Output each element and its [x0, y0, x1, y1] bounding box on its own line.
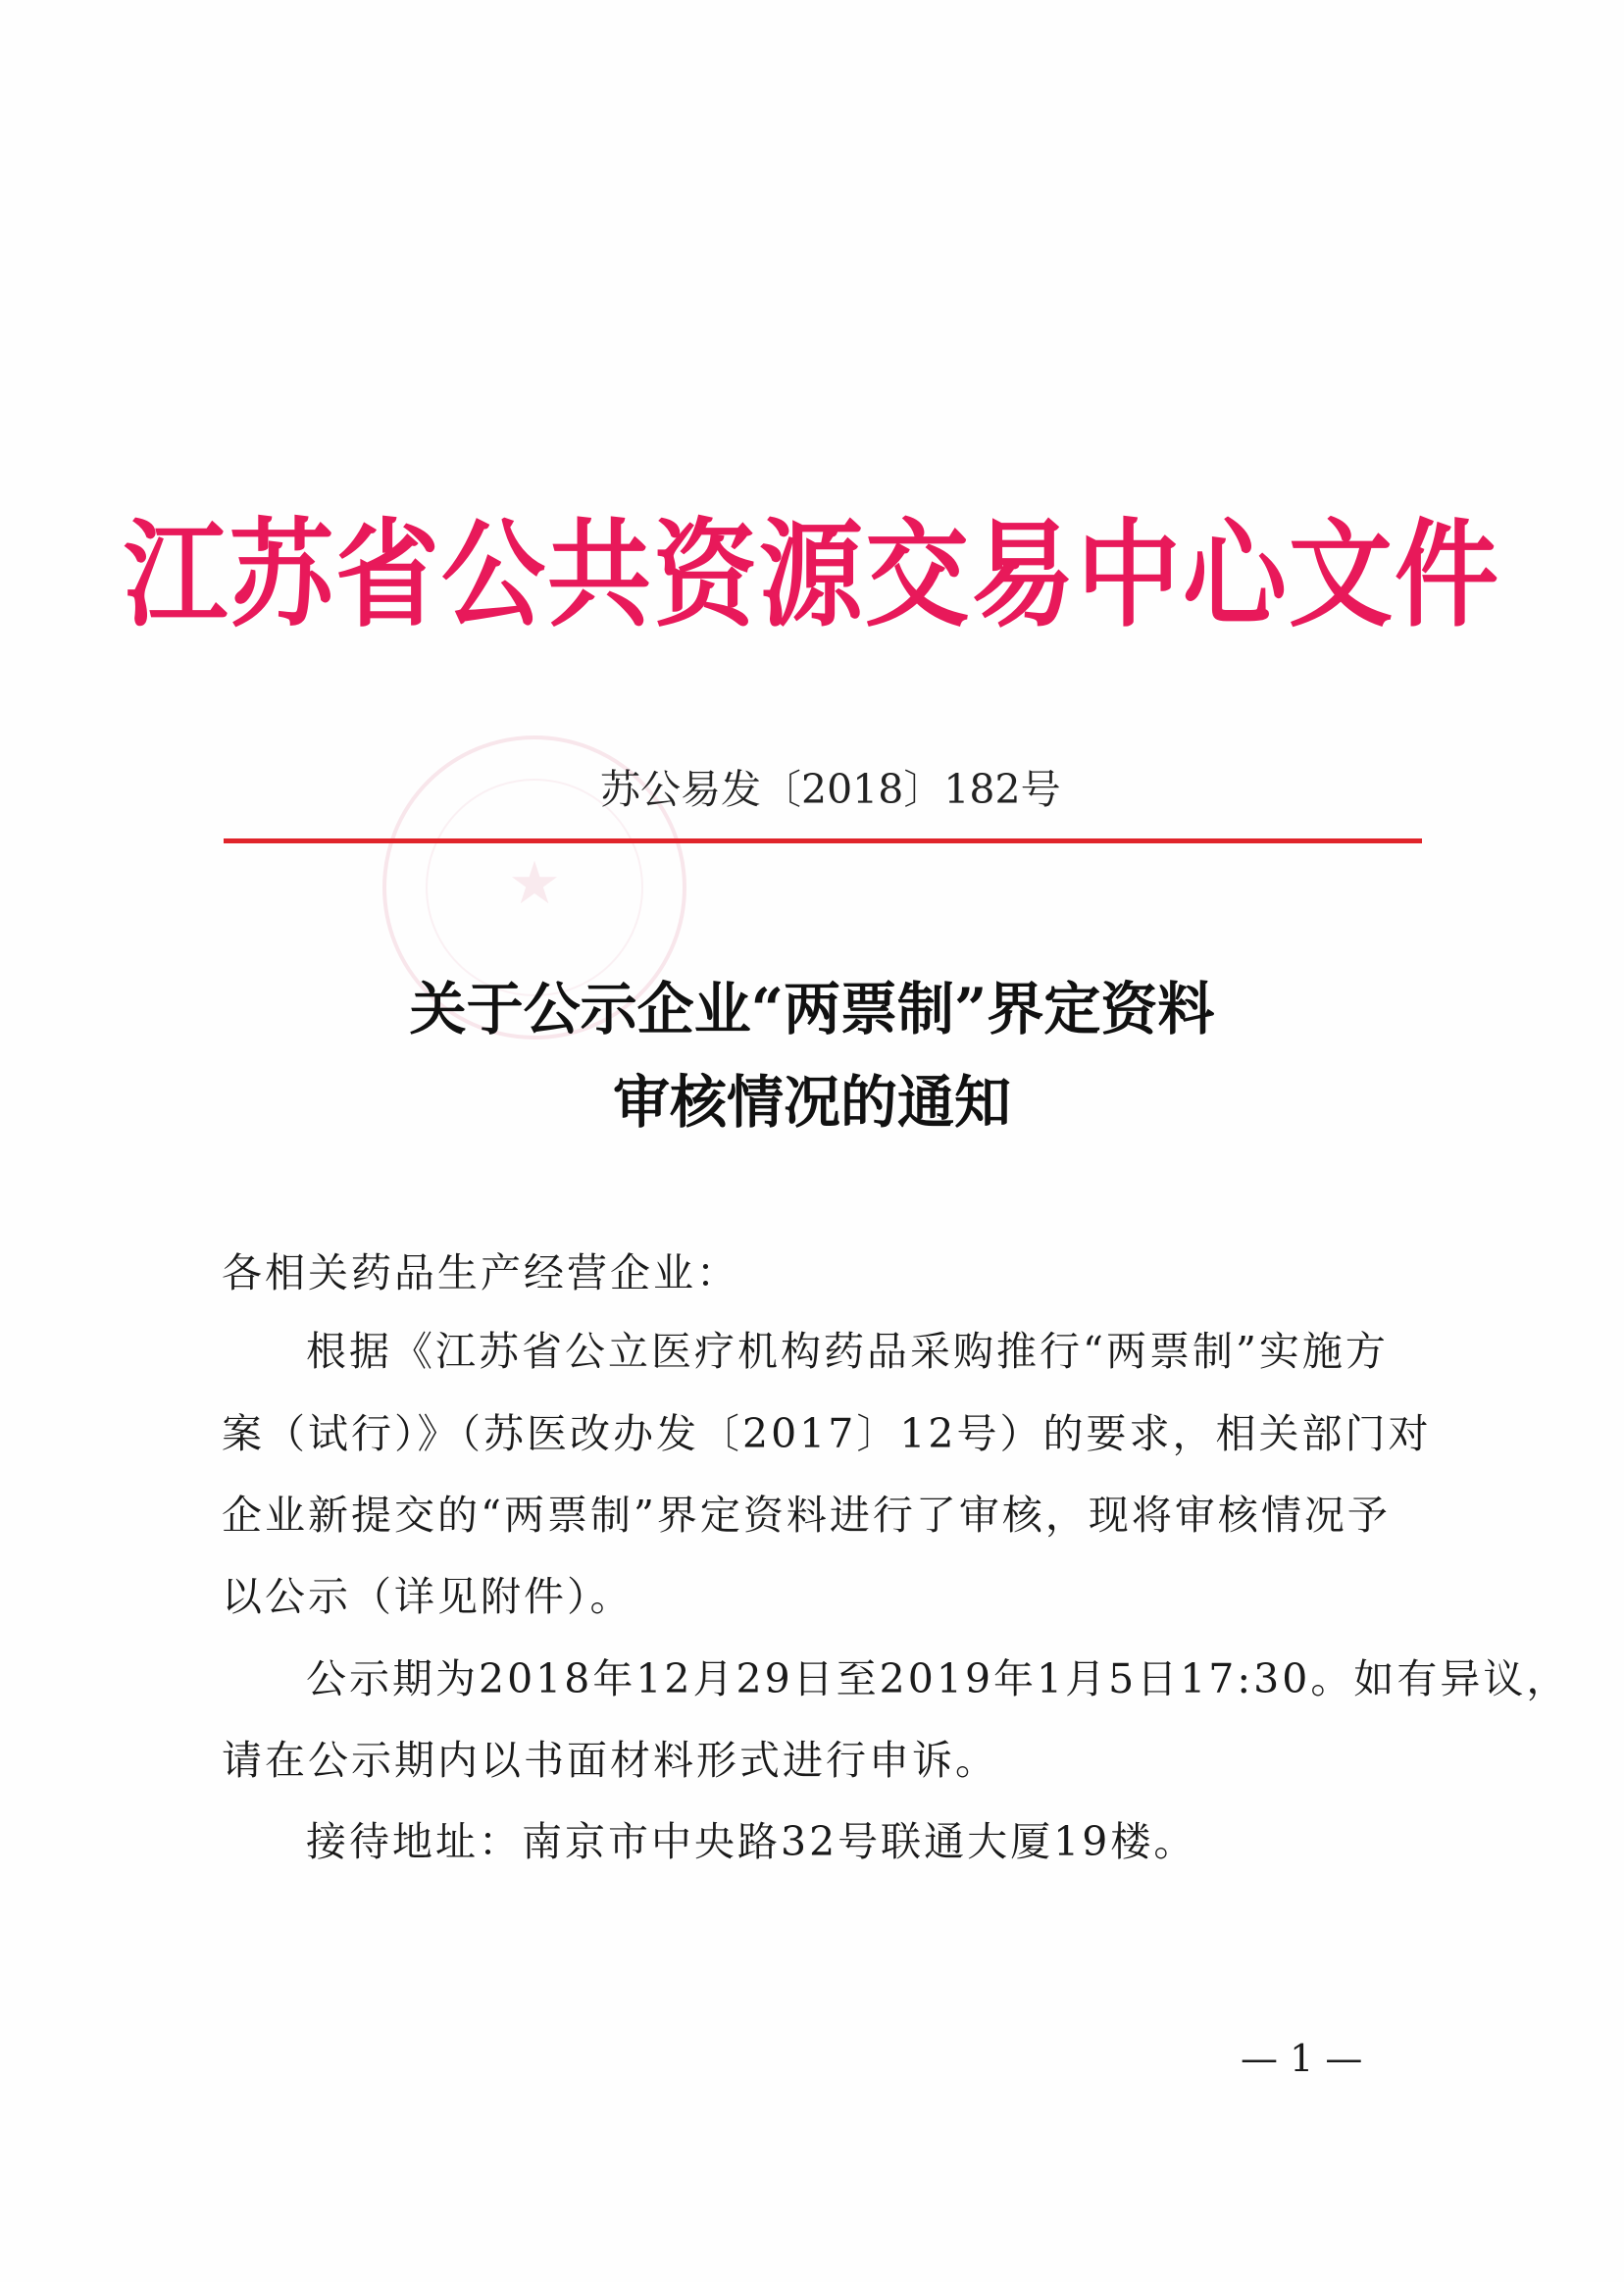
paragraph-2-line-1: 公示期为2018年12月29日至2019年1月5日17:30。如有异议，	[306, 1655, 1570, 1702]
salutation: 各相关药品生产经营企业：	[222, 1249, 739, 1296]
paragraph-1-line-2: 案（试行）》（苏医改办发〔2017〕12号）的要求，相关部门对	[222, 1410, 1432, 1457]
paragraph-2-line-2: 请在公示期内以书面材料形式进行申诉。	[222, 1737, 998, 1784]
document-number: 苏公易发〔2018〕182号	[600, 766, 1061, 813]
paragraph-1-line-3: 企业新提交的“两票制”界定资料进行了审核，现将审核情况予	[222, 1492, 1391, 1539]
page-number: — 1 —	[1241, 2037, 1363, 2080]
seal-star-icon: ★	[508, 849, 561, 918]
paragraph-3-line-1: 接待地址：南京市中央路32号联通大厦19楼。	[306, 1818, 1197, 1865]
paragraph-1-line-1: 根据《江苏省公立医疗机构药品采购推行“两票制”实施方	[306, 1328, 1389, 1375]
header-red-divider	[224, 838, 1422, 843]
notice-title-line-2: 审核情况的通知	[612, 1069, 1011, 1136]
paragraph-1-line-4: 以公示（详见附件）。	[222, 1573, 634, 1620]
document-header-title: 江苏省公共资源交易中心文件	[124, 507, 1500, 643]
notice-title-line-1: 关于公示企业“两票制”界定资料	[409, 976, 1215, 1042]
